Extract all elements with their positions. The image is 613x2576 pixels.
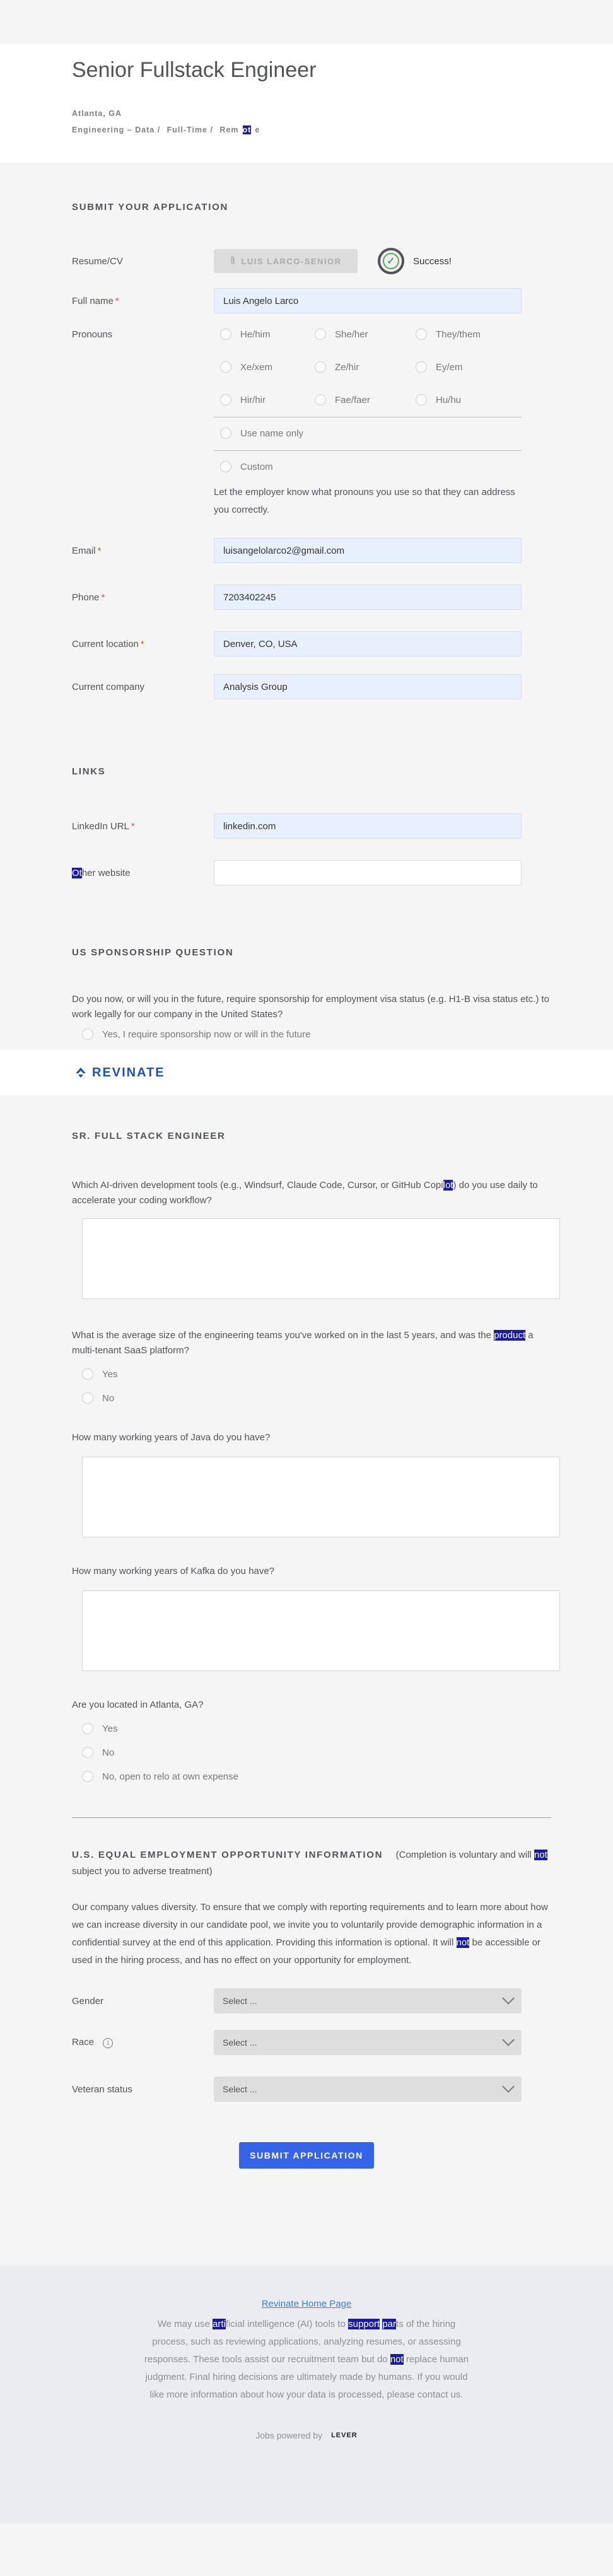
- location-input[interactable]: Denver, CO, USA: [214, 631, 522, 656]
- gender-row: [72, 1988, 541, 2014]
- checkbox[interactable]: [220, 329, 231, 340]
- java-question: How many working years of Java do you have?: [72, 1432, 271, 1443]
- radio-button[interactable]: [82, 1723, 93, 1734]
- location-label: Current location *: [72, 638, 144, 650]
- website-label: Other website: [72, 867, 131, 878]
- job-categories: [72, 125, 541, 134]
- sponsorship-section: [0, 885, 613, 1050]
- website-row: [72, 860, 541, 885]
- gender-select[interactable]: Select ...: [214, 1988, 522, 2014]
- company-row: [72, 674, 541, 699]
- pronoun-option[interactable]: Hir/hir: [220, 394, 315, 405]
- radio-button[interactable]: [82, 1771, 93, 1782]
- checkbox[interactable]: [416, 361, 427, 373]
- radio-button[interactable]: [82, 1392, 93, 1404]
- linkedin-input[interactable]: linkedin.com: [214, 813, 522, 839]
- links-section: [0, 699, 613, 885]
- eeo-title: U.S. EQUAL EMPLOYMENT OPPORTUNITY INFORMATION: [72, 1850, 383, 1860]
- gender-label: Gender: [72, 1995, 104, 2007]
- team-size-yes[interactable]: Yes: [82, 1368, 541, 1380]
- pronouns-label: Pronouns: [72, 329, 113, 340]
- phone-input[interactable]: 7203402245: [214, 585, 522, 610]
- email-input[interactable]: luisangelolarco2@gmail.com: [214, 538, 522, 563]
- pronouns-help: Let the employer know what pronouns you use so that they can address you correctly.: [214, 487, 515, 515]
- application-section: [0, 163, 613, 699]
- pronoun-option[interactable]: They/them: [416, 329, 528, 340]
- linkedin-label: LinkedIn URL *: [72, 820, 135, 832]
- checkbox[interactable]: [220, 428, 231, 439]
- chevron-down-icon: [502, 1992, 515, 2005]
- ai-disclaimer: We may use artificial intelligence (AI) tools to support parts of the hiring process, such as reviewing applications, analyzing resumes, or assessing responses. These tools assist our recruitment team but do not replace human judgment. Final hiring decisions are ultimately made by humans. If you would like more information about how your data is processed, please contact us.: [144, 2319, 469, 2400]
- job-location: Atlanta, GA: [72, 109, 122, 118]
- sponsorship-question: Do you now, or will you in the future, require sponsorship for employment visa status (e.g. H1-B visa status etc.) to work legally for our company in the United States?: [72, 994, 550, 1020]
- pronoun-option[interactable]: He/him: [220, 329, 315, 340]
- checkbox[interactable]: [315, 394, 326, 405]
- eeo-heading: [72, 1847, 551, 1880]
- ai-tools-question: Which AI-driven development tools (e.g., Windsurf, Claude Code, Cursor, or GitHub Copilot) do you use daily to accelerate your coding workflow?: [72, 1180, 538, 1206]
- upload-success-text: Success!: [413, 255, 452, 267]
- upload-success: [378, 248, 452, 274]
- pronoun-divider: [214, 450, 522, 451]
- team-size-no[interactable]: No: [82, 1392, 541, 1404]
- atlanta-relo[interactable]: No, open to relo at own expense: [82, 1771, 541, 1782]
- radio-button[interactable]: [82, 1368, 93, 1380]
- powered-by: [0, 2430, 613, 2440]
- atlanta-question: Are you located in Atlanta, GA?: [72, 1699, 204, 1710]
- phone-row: [72, 585, 541, 610]
- sponsorship-title: US SPONSORSHIP QUESTION: [72, 947, 234, 958]
- chevron-down-icon: [502, 2080, 515, 2093]
- veteran-label: Veteran status: [72, 2084, 132, 2095]
- brand-bar: [0, 1050, 613, 1095]
- full-name-input[interactable]: Luis Angelo Larco: [214, 288, 522, 313]
- sponsorship-option[interactable]: Yes, I require sponsorship now or will in the future: [82, 1029, 541, 1040]
- java-textarea[interactable]: [82, 1457, 560, 1537]
- checkbox[interactable]: [416, 394, 427, 405]
- success-check-icon: ✓: [378, 248, 404, 274]
- job-commitment: Full-Time /: [166, 125, 213, 134]
- full-name-row: [72, 288, 541, 313]
- pronouns-group: [214, 329, 528, 519]
- submit-application-button[interactable]: SUBMIT APPLICATION: [239, 2142, 374, 2169]
- company-label: Current company: [72, 681, 145, 692]
- pronoun-option[interactable]: Xe/xem: [220, 361, 315, 373]
- kafka-textarea[interactable]: [82, 1590, 560, 1671]
- checkbox[interactable]: [315, 329, 326, 340]
- team-size-question: What is the average size of the engineering teams you've worked on in the last 5 years, and was the product a multi-tenant SaaS platform?: [72, 1330, 534, 1356]
- phone-label: Phone *: [72, 592, 105, 603]
- pronoun-option[interactable]: Hu/hu: [416, 394, 528, 405]
- checkbox[interactable]: [220, 461, 231, 472]
- atlanta-no[interactable]: No: [82, 1747, 541, 1758]
- race-select[interactable]: Select ...: [214, 2030, 522, 2055]
- email-row: [72, 538, 541, 563]
- race-label: Race i: [72, 2037, 214, 2048]
- website-input[interactable]: [214, 860, 522, 885]
- company-input[interactable]: Analysis Group: [214, 674, 522, 699]
- race-row: [72, 2030, 541, 2055]
- role-questions-section: [0, 1095, 613, 1818]
- veteran-select[interactable]: Select ...: [214, 2077, 522, 2102]
- eeo-note: (Completion is voluntary and will not subject you to adverse treatment): [72, 1850, 547, 1877]
- ai-tools-textarea[interactable]: [82, 1218, 560, 1299]
- checkbox[interactable]: [315, 361, 326, 373]
- atlanta-yes[interactable]: Yes: [82, 1723, 541, 1734]
- location-row: [72, 631, 541, 656]
- checkbox[interactable]: [220, 394, 231, 405]
- revinate-logo: [74, 1066, 165, 1080]
- links-title: LINKS: [72, 766, 106, 777]
- pronouns-row: [72, 329, 541, 519]
- pronoun-option[interactable]: Fae/faer: [315, 394, 416, 405]
- full-name-label: Full name *: [72, 295, 119, 306]
- pronoun-option[interactable]: She/her: [315, 329, 416, 340]
- revinate-logo-icon: [74, 1066, 87, 1079]
- checkbox[interactable]: [82, 1029, 93, 1040]
- pronoun-option[interactable]: Ze/hir: [315, 361, 416, 373]
- job-header: [0, 44, 613, 163]
- job-title: Senior Fullstack Engineer: [72, 58, 317, 82]
- linkedin-row: [72, 813, 541, 839]
- veteran-row: [72, 2077, 541, 2102]
- application-title: SUBMIT YOUR APPLICATION: [72, 202, 228, 213]
- pronoun-custom[interactable]: Custom: [214, 461, 528, 472]
- job-team: Engineering – Data /: [72, 125, 161, 134]
- resume-upload-button[interactable]: [214, 249, 358, 273]
- resume-row: [72, 248, 541, 274]
- home-page-link[interactable]: Revinate Home Page: [261, 2299, 352, 2309]
- radio-button[interactable]: [82, 1747, 93, 1758]
- role-questions-title: SR. FULL STACK ENGINEER: [72, 1131, 226, 1141]
- resume-file-name: LUIS LARCO-SENIOR: [241, 256, 342, 266]
- kafka-question: How many working years of Kafka do you have?: [72, 1566, 274, 1576]
- footer: [0, 2266, 613, 2524]
- pronoun-option[interactable]: Ey/em: [416, 361, 528, 373]
- chevron-down-icon: [502, 2034, 515, 2046]
- eeo-body: Our company values diversity. To ensure that we comply with reporting requirements and to learn more about how we can increase diversity in our candidate pool, we invite you to voluntarily provide demographic information in a confidential survey at the end of this application. Providing this information is optional. It will not be accessible or used in the hiring process, and has no effect on your opportunity for employment.: [72, 1902, 548, 1966]
- pronoun-name-only[interactable]: Use name only: [214, 428, 528, 439]
- info-icon[interactable]: i: [103, 2038, 113, 2048]
- resume-label: Resume/CV: [72, 255, 123, 267]
- checkbox[interactable]: [416, 329, 427, 340]
- submit-wrap: [72, 2142, 541, 2266]
- top-strip: [0, 0, 613, 44]
- lever-logo[interactable]: LEVER: [331, 2432, 358, 2439]
- eeo-section: [0, 1818, 613, 2266]
- checkbox[interactable]: [220, 361, 231, 373]
- brand-name: REVINATE: [92, 1065, 165, 1080]
- email-label: Email *: [72, 545, 102, 556]
- powered-by-text: Jobs powered by: [255, 2430, 323, 2440]
- paperclip-icon: [230, 256, 236, 267]
- job-workplace: Rem ot e: [219, 125, 260, 134]
